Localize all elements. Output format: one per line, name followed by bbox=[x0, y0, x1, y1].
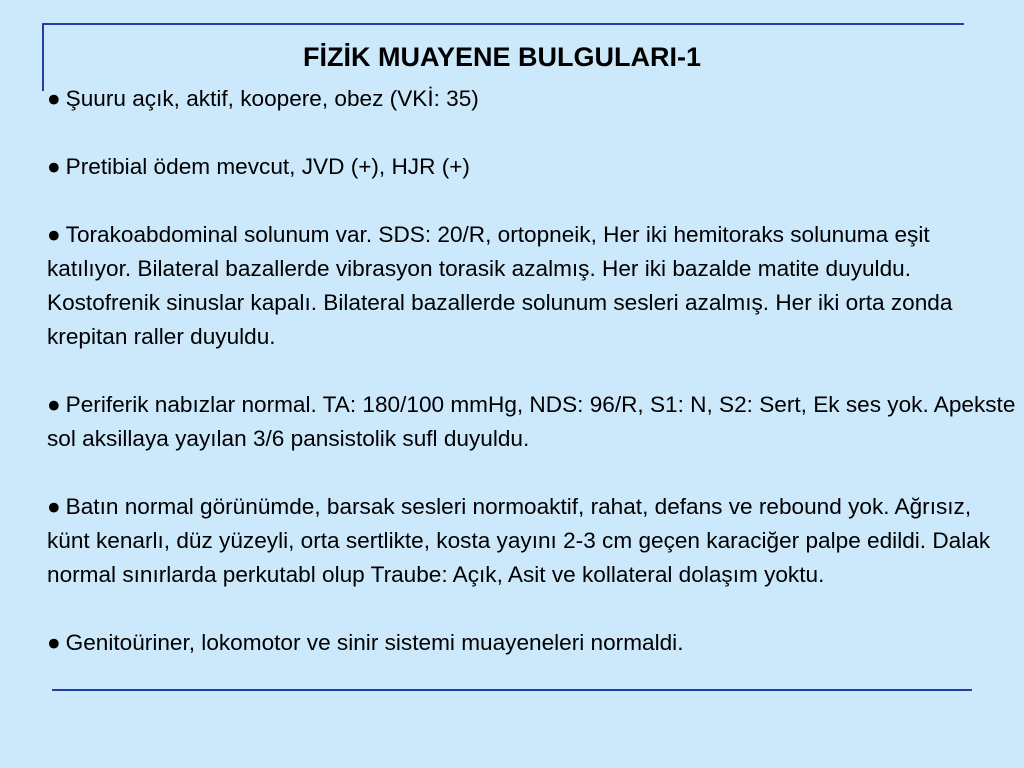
finding-text: Şuuru açık, aktif, koopere, obez (VKİ: 35) bbox=[65, 86, 479, 111]
finding-edema bbox=[47, 150, 1017, 184]
finding-cardiovascular bbox=[47, 388, 1017, 456]
slide-body bbox=[47, 82, 1017, 660]
finding-text: Batın normal görünümde, barsak sesleri normoaktif, rahat, defans ve rebound yok. Ağrısız, künt kenarlı, düz yüzeyli, orta sertlikte, kosta yayını 2-3 cm geçen karaciğer palpe edildi. Dalak normal sınırlarda perkutabl olup Traube: Açık, Asit ve kollateral dolaşım yoktu. bbox=[47, 494, 991, 587]
top-decorative-rule bbox=[43, 23, 964, 25]
slide-title: FİZİK MUAYENE BULGULARI-1 bbox=[302, 42, 701, 72]
finding-consciousness bbox=[47, 82, 1017, 116]
finding-text: Periferik nabızlar normal. TA: 180/100 mmHg, NDS: 96/R, S1: N, S2: Sert, Ek ses yok. Apekste sol aksillaya yayılan 3/6 pansistolik sufl duyuldu. bbox=[47, 392, 1016, 451]
finding-text: Pretibial ödem mevcut, JVD (+), HJR (+) bbox=[65, 154, 470, 179]
bullet-icon: ● bbox=[47, 154, 61, 179]
bullet-icon: ● bbox=[47, 630, 61, 655]
bottom-decorative-rule bbox=[52, 689, 972, 691]
finding-other-systems bbox=[47, 626, 1017, 660]
finding-text: Torakoabdominal solunum var. SDS: 20/R, ortopneik, Her iki hemitoraks solunuma eşit katılıyor. Bilateral bazallerde vibrasyon torasik azalmış. Her iki bazalde matite duyuldu. Kostofrenik sinuslar kapalı. Bilateral bazallerde solunum sesleri azalmış. Her iki orta zonda krepitan raller duyuldu. bbox=[47, 222, 953, 349]
bullet-icon: ● bbox=[47, 86, 61, 111]
finding-text: Genitoüriner, lokomotor ve sinir sistemi muayeneleri normaldi. bbox=[65, 630, 684, 655]
finding-abdomen bbox=[47, 490, 1017, 592]
bullet-icon: ● bbox=[47, 222, 61, 247]
bullet-icon: ● bbox=[47, 392, 61, 417]
finding-respiratory bbox=[47, 218, 1017, 354]
bullet-icon: ● bbox=[47, 494, 61, 519]
